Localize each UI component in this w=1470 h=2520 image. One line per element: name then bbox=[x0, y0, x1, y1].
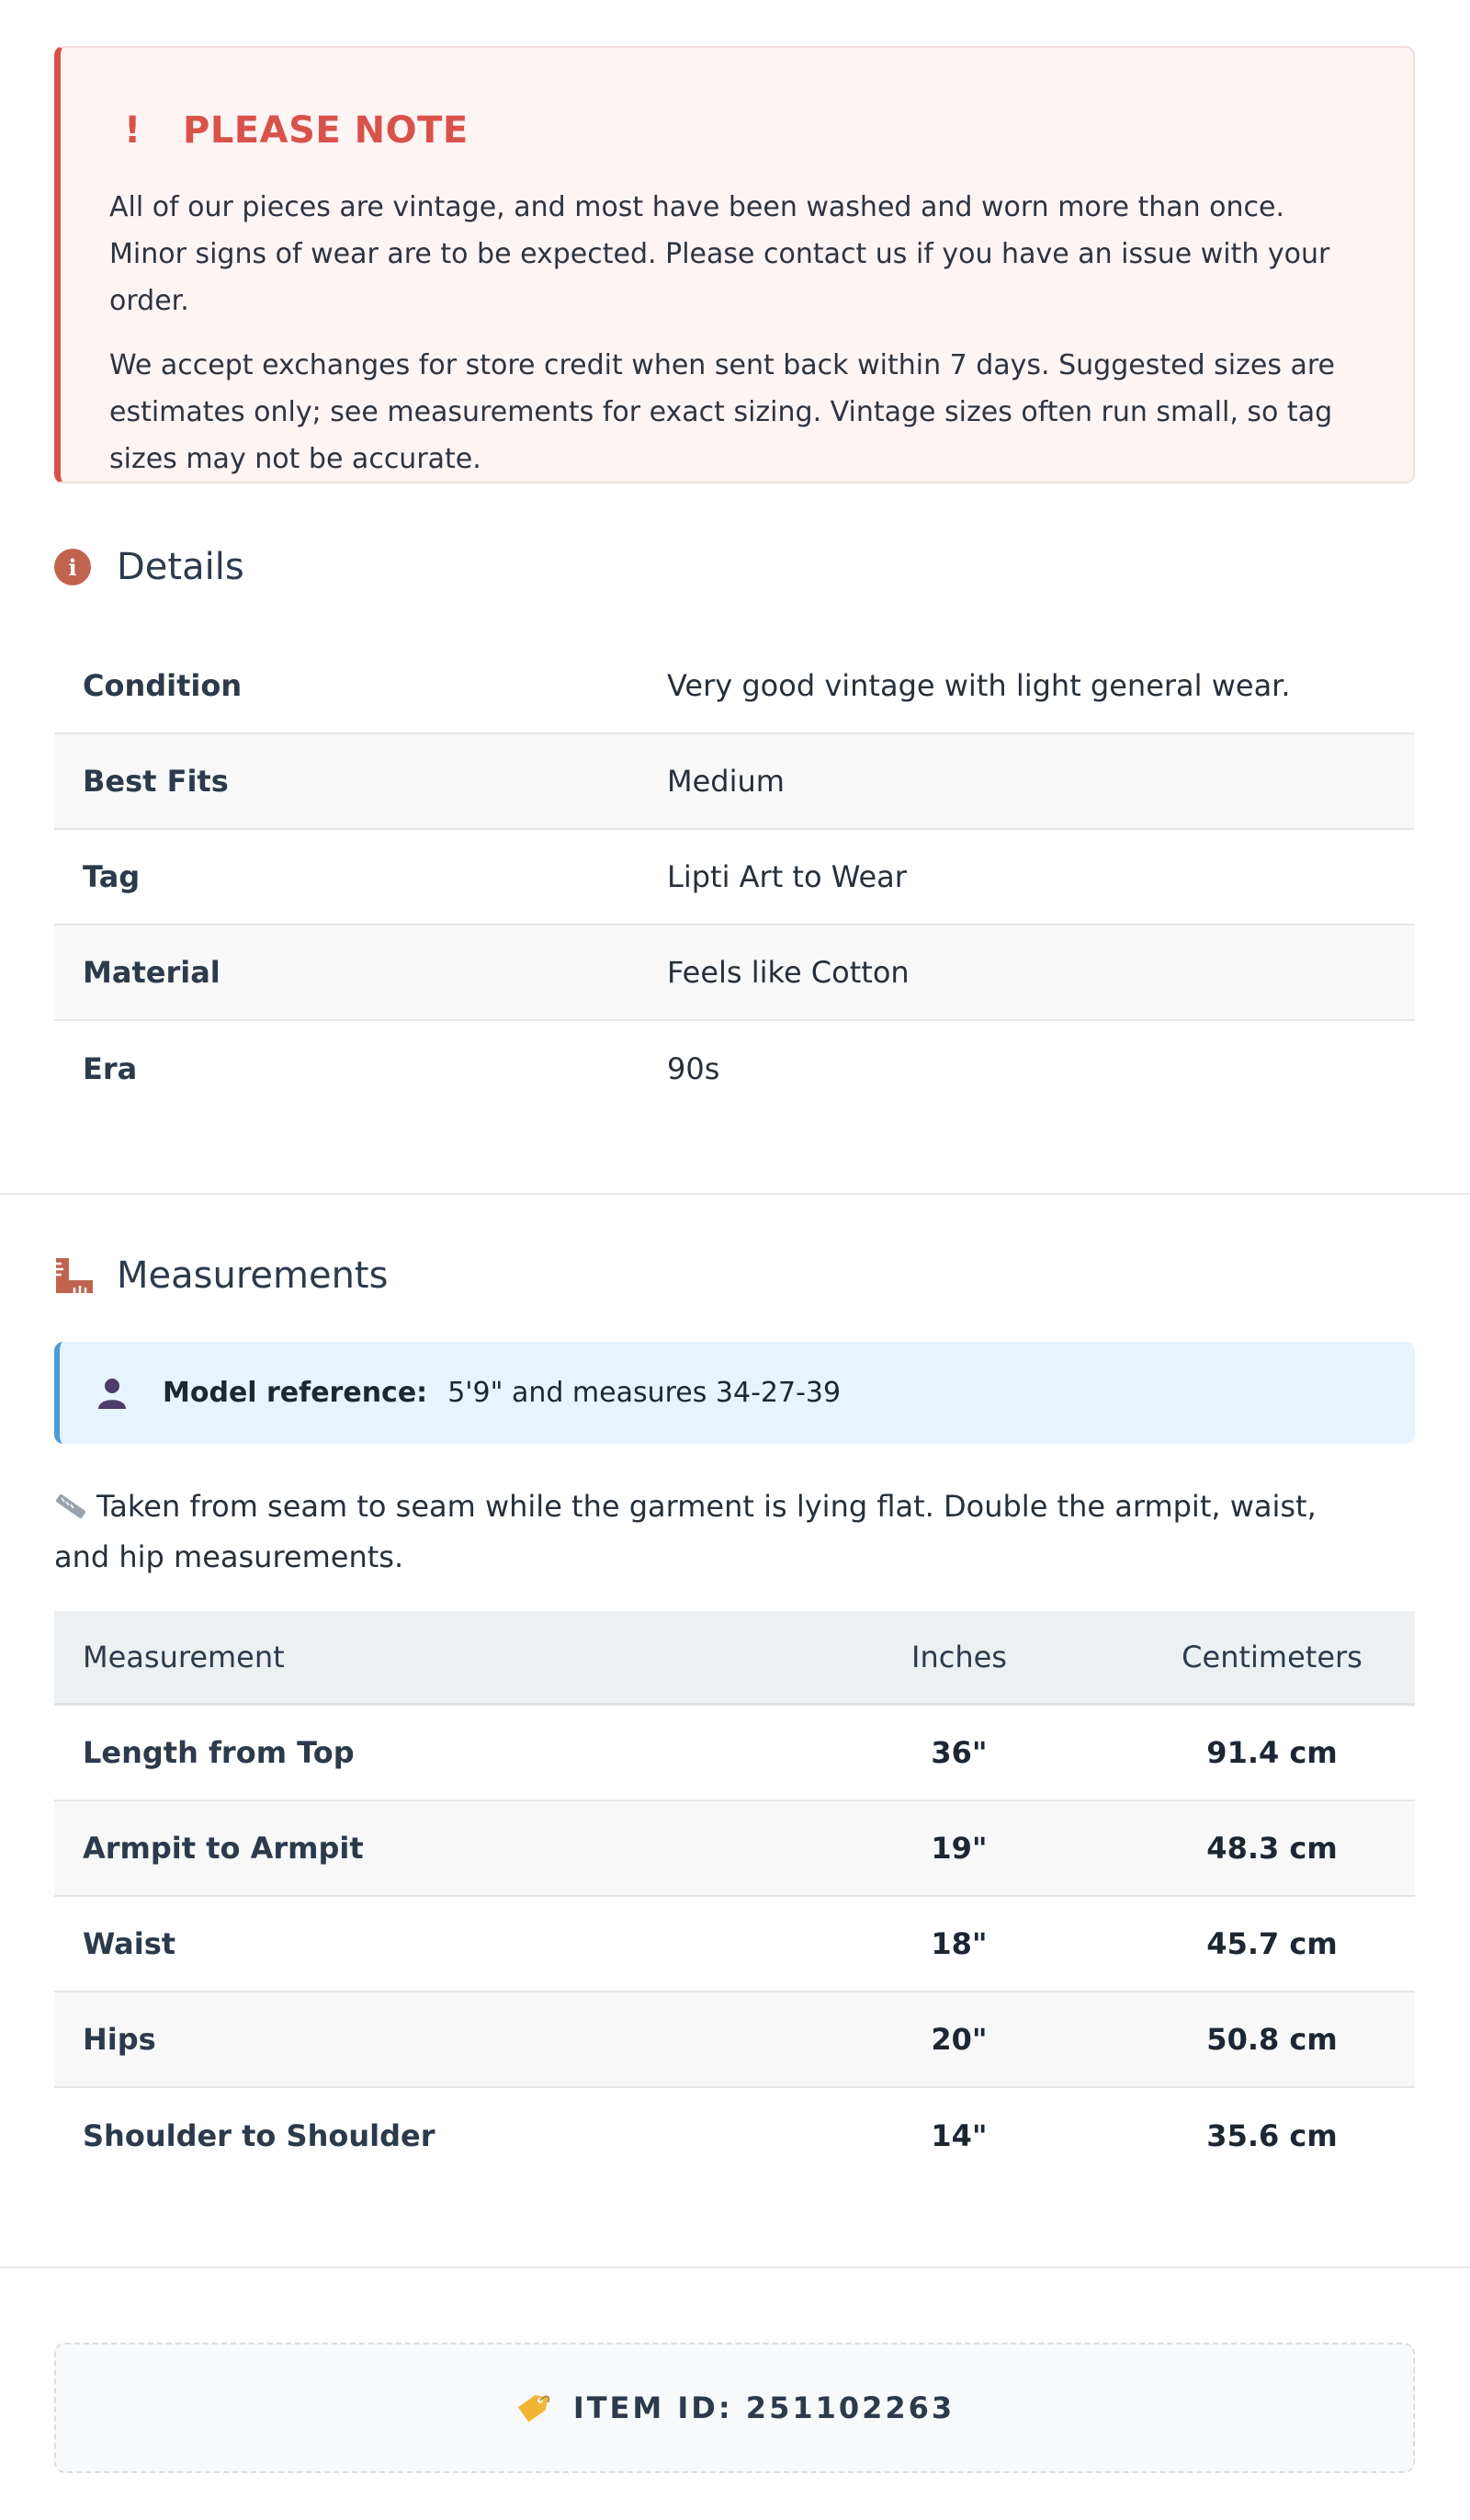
details-row-material bbox=[54, 925, 1415, 1021]
column-header-measurement: Measurement bbox=[83, 1640, 285, 1674]
measurement-inches: 19" bbox=[931, 1831, 988, 1866]
details-label: Best Fits bbox=[83, 764, 229, 799]
measurement-name: Waist bbox=[83, 1926, 176, 1961]
table-row bbox=[54, 1801, 1415, 1897]
notice-paragraph-2: We accept exchanges for store credit when sent back within 7 days. Suggested sizes are estimates only; see measurements for exact sizing. Vintage sizes often run small, so tag sizes may not be accurate. bbox=[109, 349, 1336, 475]
exclamation-icon: ! bbox=[124, 109, 141, 152]
measurements-title: Measurements bbox=[117, 1254, 389, 1297]
table-row bbox=[54, 1897, 1415, 1992]
details-row-condition bbox=[54, 639, 1415, 734]
details-header bbox=[54, 544, 244, 590]
details-value: Lipti Art to Wear bbox=[667, 859, 907, 894]
details-value: Feels like Cotton bbox=[667, 955, 910, 990]
item-id-text: ITEM ID: 251102263 bbox=[572, 2390, 956, 2425]
info-icon: i bbox=[54, 549, 117, 585]
details-row-era bbox=[54, 1021, 1415, 1117]
column-header-inches: Inches bbox=[911, 1640, 1007, 1674]
measurement-cm: 35.6 cm bbox=[1206, 2118, 1338, 2153]
notice-header bbox=[109, 103, 1363, 158]
details-row-tag bbox=[54, 830, 1415, 925]
table-row bbox=[54, 1706, 1415, 1801]
measurement-name: Length from Top bbox=[83, 1735, 355, 1770]
measurement-cm: 91.4 cm bbox=[1206, 1735, 1338, 1770]
measurements-header bbox=[54, 1253, 388, 1299]
measurement-cm: 45.7 cm bbox=[1206, 1926, 1338, 1961]
person-icon bbox=[96, 1377, 163, 1410]
details-value: 90s bbox=[667, 1051, 720, 1086]
item-id-box bbox=[54, 2343, 1415, 2473]
measurement-name: Hips bbox=[83, 2022, 156, 2057]
measurement-hint-text: Taken from seam to seam while the garment is lying flat. Double the armpit, waist, and hip measurements. bbox=[54, 1489, 1317, 1574]
measurement-cm: 48.3 cm bbox=[1206, 1831, 1338, 1866]
column-header-centimeters: Centimeters bbox=[1182, 1640, 1363, 1674]
model-reference-label: Model reference: bbox=[163, 1377, 428, 1409]
details-title: Details bbox=[117, 546, 244, 588]
notice-box bbox=[54, 46, 1415, 483]
notice-title: PLEASE NOTE bbox=[183, 109, 469, 152]
section-divider bbox=[0, 2266, 1470, 2268]
details-value: Medium bbox=[667, 764, 785, 799]
table-row bbox=[54, 2088, 1415, 2184]
tag-icon bbox=[514, 2391, 551, 2424]
details-label: Condition bbox=[83, 668, 243, 703]
measurement-inches: 20" bbox=[931, 2022, 988, 2057]
model-reference-value: 5'9" and measures 34-27-39 bbox=[447, 1377, 842, 1409]
measurement-name: Armpit to Armpit bbox=[83, 1831, 364, 1866]
details-label: Tag bbox=[83, 859, 141, 894]
measurement-inches: 14" bbox=[931, 2118, 988, 2153]
measurement-cm: 50.8 cm bbox=[1206, 2022, 1338, 2057]
measurements-table bbox=[54, 1611, 1415, 2184]
details-value: Very good vintage with light general wear. bbox=[667, 668, 1291, 703]
straight-ruler-icon bbox=[54, 1487, 87, 1534]
model-reference-box bbox=[54, 1342, 1415, 1444]
details-label: Material bbox=[83, 955, 220, 990]
details-table bbox=[54, 639, 1415, 1117]
ruler-icon bbox=[54, 1256, 117, 1295]
details-row-best-fits bbox=[54, 734, 1415, 830]
measurement-inches: 36" bbox=[931, 1735, 988, 1770]
measurement-name: Shoulder to Shoulder bbox=[83, 2118, 435, 2153]
table-row bbox=[54, 1992, 1415, 2088]
section-divider bbox=[0, 1193, 1470, 1195]
details-label: Era bbox=[83, 1051, 138, 1086]
measurement-inches: 18" bbox=[931, 1926, 988, 1961]
notice-paragraph-1: All of our pieces are vintage, and most have been washed and worn more than once. Minor signs of wear are to be expected. Please contact us if you have an issue with your order. bbox=[109, 191, 1330, 317]
measurement-hint bbox=[54, 1483, 1377, 1581]
table-header-row bbox=[54, 1611, 1415, 1706]
